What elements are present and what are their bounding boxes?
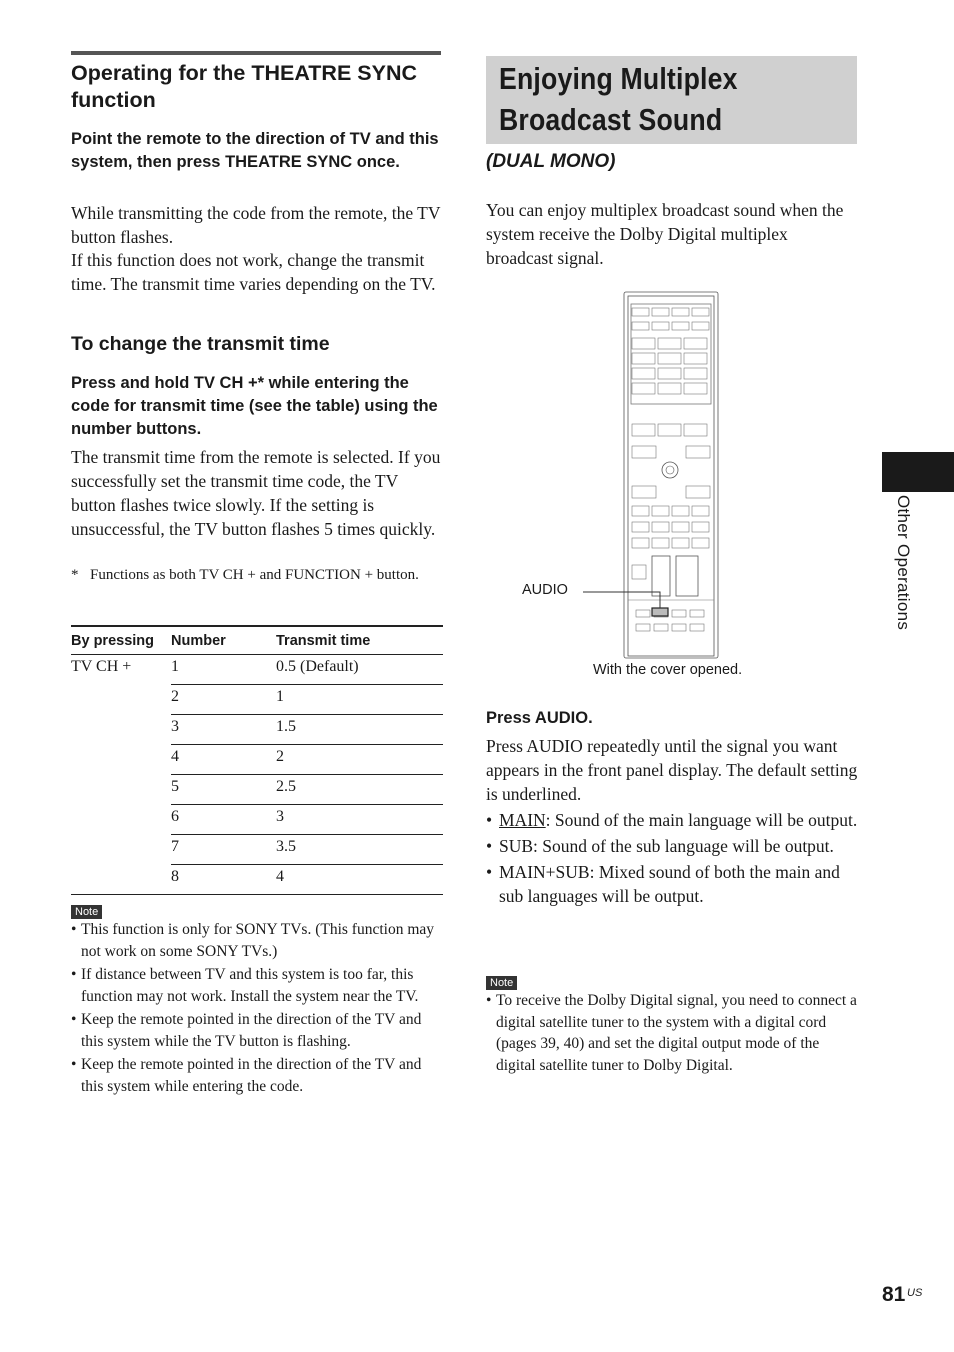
note-item: • If distance between TV and this system is too far, this function may not work. Install the system near the TV.	[71, 964, 443, 1007]
note-item: • Keep the remote pointed in the direction of the TV and this system while entering the code.	[71, 1054, 443, 1097]
figure-label-audio: AUDIO	[522, 582, 568, 598]
table-row	[71, 655, 443, 685]
section-tab	[882, 452, 954, 492]
step-description: Press AUDIO repeatedly until the signal you want appears in the front panel display. The default setting is underlined.	[486, 736, 858, 804]
paragraph-transmit: While transmitting the code from the remote, the TV button flashes.	[71, 203, 441, 247]
cell-number: 5	[171, 775, 276, 805]
options-list	[486, 808, 858, 910]
cell-transmit-time: 3	[276, 805, 443, 835]
step-heading: Press AUDIO.	[486, 709, 593, 727]
option-item	[486, 808, 858, 832]
page-suffix: US	[907, 1287, 923, 1299]
paragraph-change: If this function does not work, change the transmit time. The transmit time varies depending on the TV.	[71, 250, 436, 294]
footnote-text: Functions as both TV CH + and FUNCTION + button.	[90, 567, 419, 583]
heading-rule	[71, 51, 441, 55]
table-row	[71, 775, 443, 805]
cell-pressing	[71, 805, 171, 835]
remote-control-illustration	[580, 290, 730, 660]
page-number: 81	[882, 1283, 906, 1306]
table-header: Number	[171, 626, 276, 655]
cell-number: 7	[171, 835, 276, 865]
cell-number: 3	[171, 715, 276, 745]
option-item	[486, 860, 858, 908]
section-heading: Operating for the THEATRE SYNC function	[71, 61, 418, 112]
right-notes-list	[486, 990, 858, 1078]
table-row	[71, 745, 443, 775]
cell-transmit-time: 4	[276, 865, 443, 895]
cell-pressing	[71, 745, 171, 775]
cell-transmit-time: 2.5	[276, 775, 443, 805]
subtitle: (DUAL MONO)	[486, 151, 616, 172]
cell-transmit-time: 2	[276, 745, 443, 775]
audio-button-highlight	[652, 608, 668, 616]
page-title: Enjoying Multiplex Broadcast Sound	[499, 61, 738, 137]
note-badge-left: Note	[71, 902, 102, 920]
transmit-time-table	[71, 625, 443, 895]
cell-number: 8	[171, 865, 276, 895]
cell-pressing	[71, 715, 171, 745]
instruction-hold: Press and hold TV CH +* while entering the code for transmit time (see the table) using the number buttons.	[71, 374, 438, 438]
cell-number: 6	[171, 805, 276, 835]
cell-transmit-time: 3.5	[276, 835, 443, 865]
notes-list	[71, 919, 443, 1099]
note-badge-right: Note	[486, 973, 517, 991]
footnote-mark: *	[71, 567, 79, 583]
cell-transmit-time: 1	[276, 685, 443, 715]
cell-number: 2	[171, 685, 276, 715]
option-item	[486, 834, 858, 858]
note-item: • This function is only for SONY TVs. (This function may not work on some SONY TVs.)	[71, 919, 443, 962]
table-header: By pressing	[71, 626, 171, 655]
subheading-transmit-time: To change the transmit time	[71, 333, 330, 355]
table-row	[71, 835, 443, 865]
cell-pressing	[71, 685, 171, 715]
cell-pressing	[71, 865, 171, 895]
note-item: • To receive the Dolby Digital signal, you need to connect a digital satellite tuner to the system with a digital cord (pages 39, 40) and set the digital output mode of the digital satellite tuner to Dolby Digital.	[486, 990, 858, 1076]
paragraph-result: The transmit time from the remote is selected. If you successfully set the transmit time code, the TV button flashes twice slowly. If the setting is unsuccessful, the TV button flashes 5 times quickly.	[71, 447, 441, 539]
table-row	[71, 715, 443, 745]
cell-pressing	[71, 835, 171, 865]
table-header: Transmit time	[276, 626, 443, 655]
section-tab-label: Other Operations	[894, 495, 913, 631]
instruction-theatre-sync: Point the remote to the direction of TV and this system, then press THEATRE SYNC once.	[71, 130, 439, 171]
table-row	[71, 805, 443, 835]
option-name: SUB	[499, 836, 534, 856]
table-row	[71, 865, 443, 895]
option-desc: : Mixed sound of both the main and sub languages will be output.	[499, 862, 840, 906]
option-name: MAIN	[499, 810, 546, 830]
figure-caption: With the cover opened.	[593, 662, 743, 678]
option-name: MAIN+SUB	[499, 862, 590, 882]
table-row	[71, 685, 443, 715]
note-item: • Keep the remote pointed in the direction of the TV and this system while the TV button is flashing.	[71, 1009, 443, 1052]
footnote	[71, 565, 443, 586]
cell-transmit-time: 1.5	[276, 715, 443, 745]
option-desc: : Sound of the sub language will be output.	[533, 836, 834, 856]
option-desc: : Sound of the main language will be output.	[545, 810, 858, 830]
cell-pressing	[71, 775, 171, 805]
table-header-row	[71, 626, 443, 655]
cell-number: 1	[171, 655, 276, 685]
cell-number: 4	[171, 745, 276, 775]
cell-transmit-time: 0.5 (Default)	[276, 655, 443, 685]
cell-pressing: TV CH +	[71, 658, 132, 675]
intro-paragraph: You can enjoy multiplex broadcast sound when the system receive the Dolby Digital multiplex broadcast signal.	[486, 200, 844, 268]
